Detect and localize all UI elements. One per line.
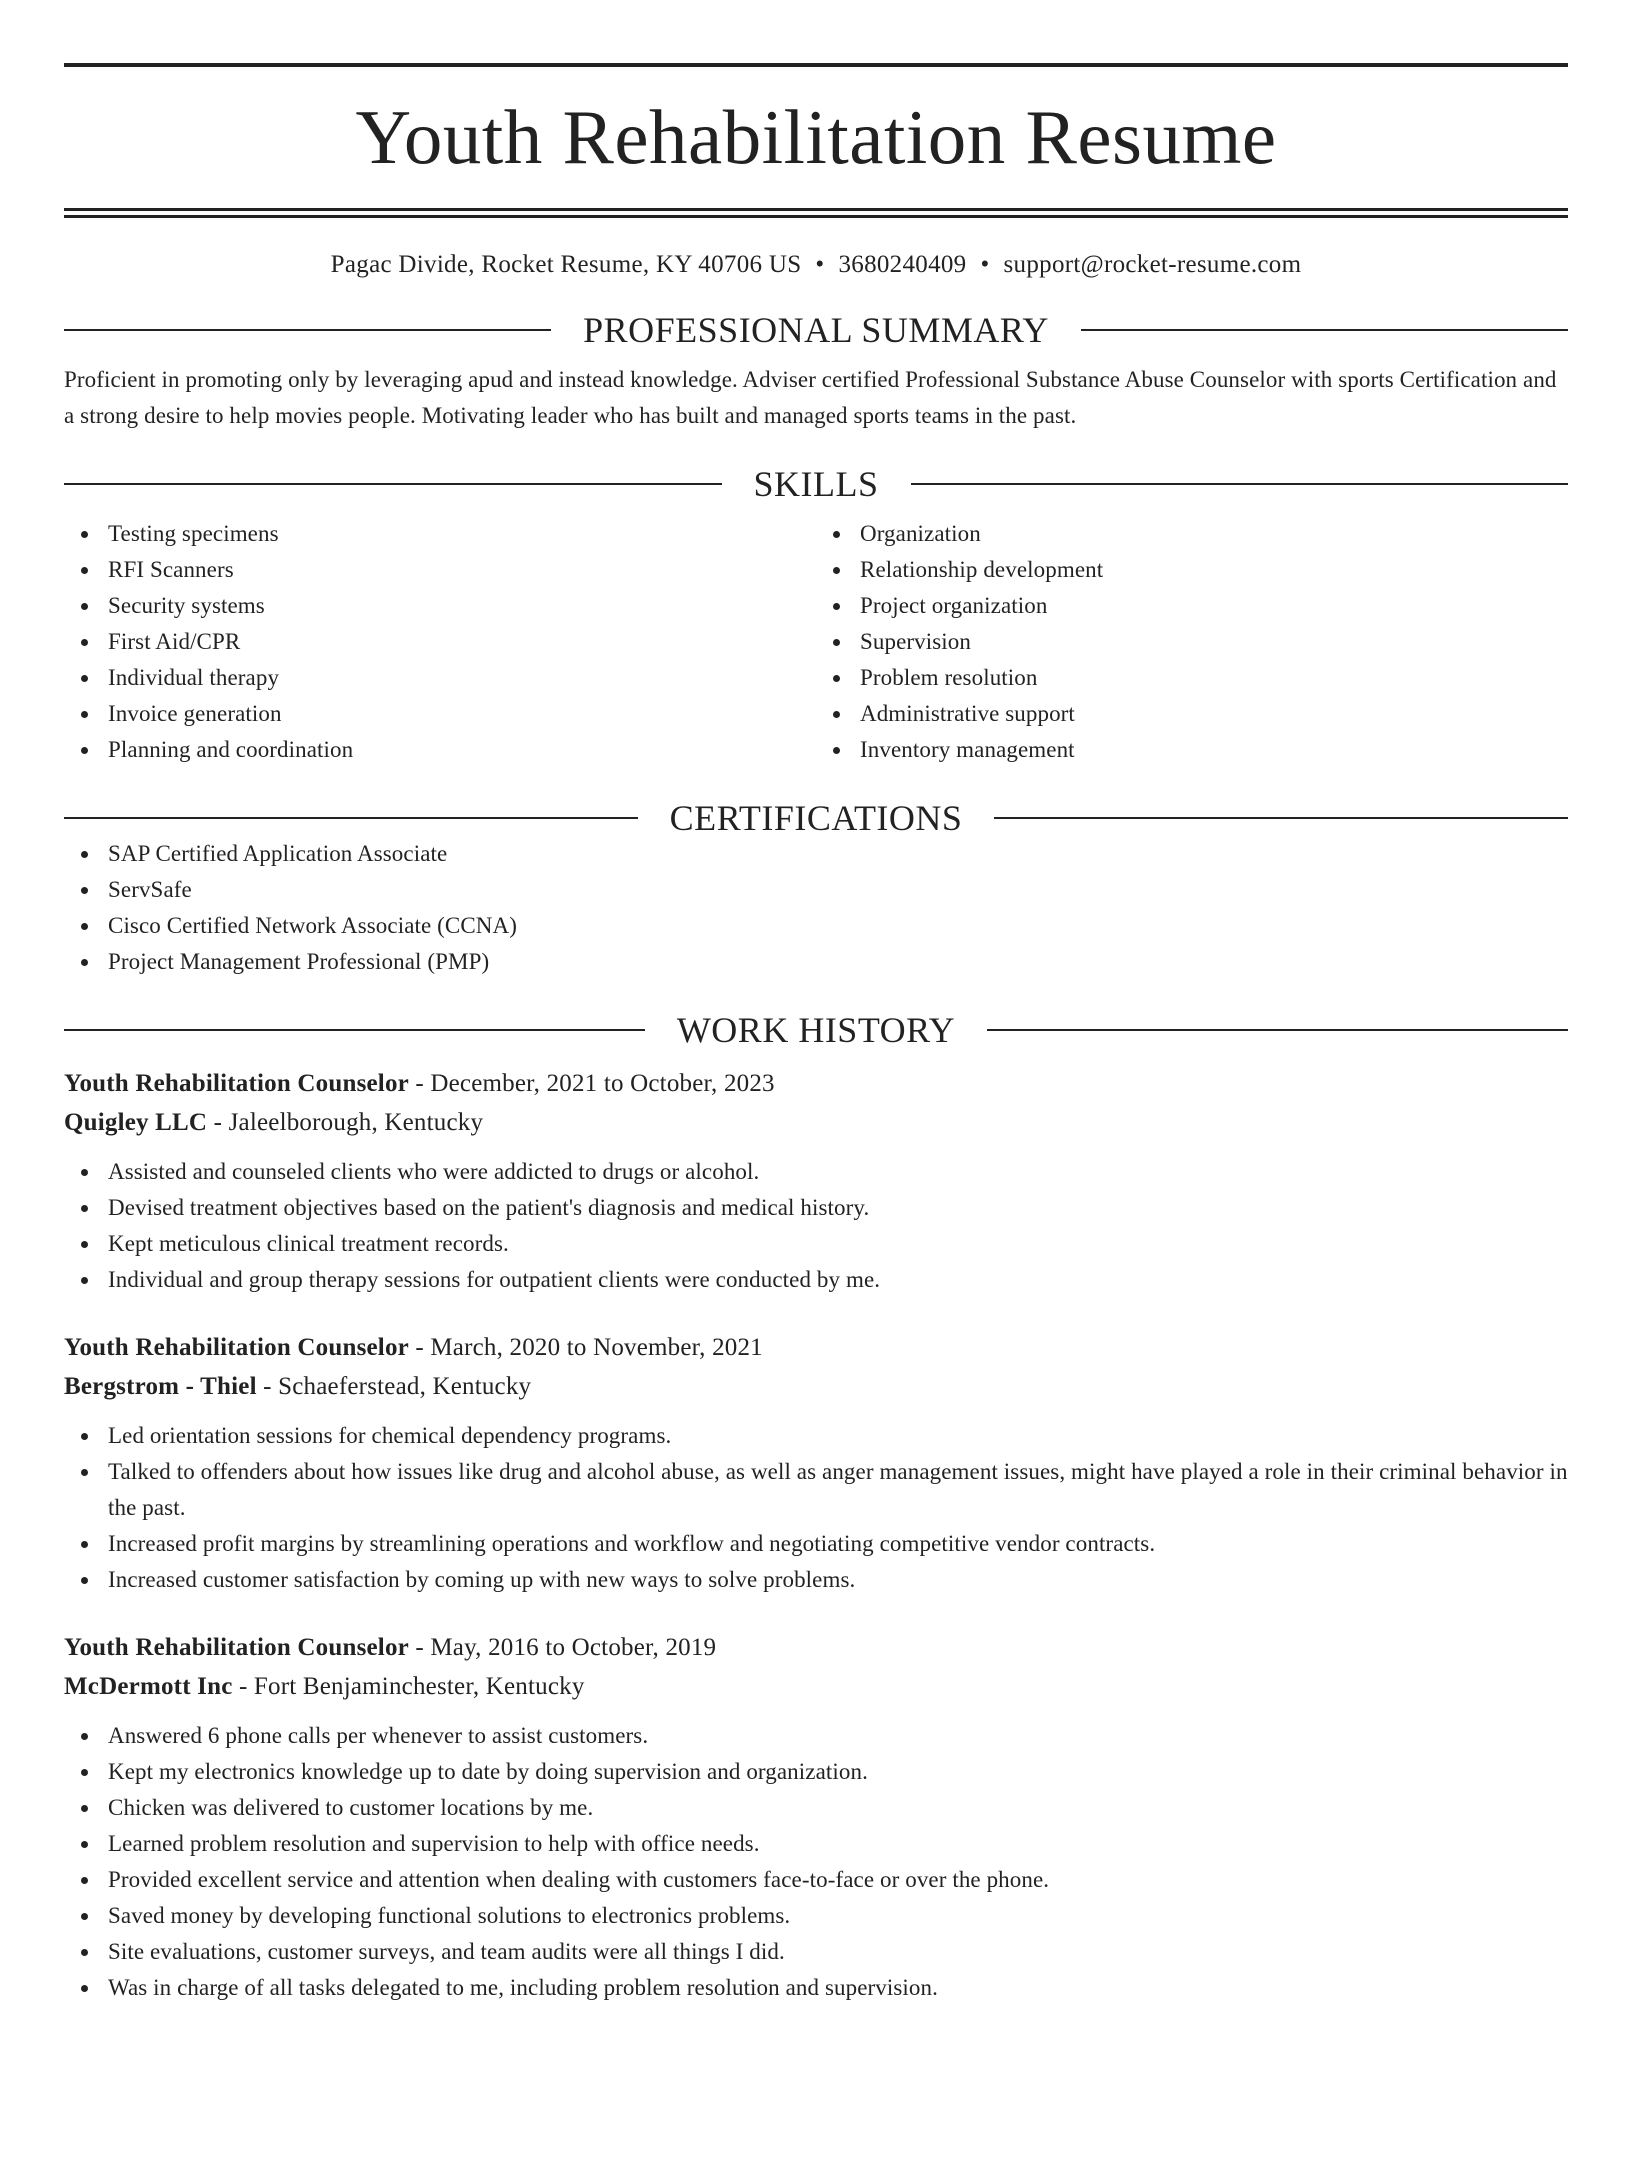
resume-page [0, 63, 1632, 2175]
heading-rule [64, 1029, 645, 1031]
job-entry [64, 1064, 1568, 1298]
job-duty-item: Learned problem resolution and supervision to help with office needs. [64, 1826, 1568, 1862]
job-title: Youth Rehabilitation Counselor [64, 1070, 409, 1097]
job-title-line [64, 1064, 1568, 1103]
job-company-line [64, 1367, 1568, 1406]
heading-rule [994, 817, 1568, 819]
skill-item: Planning and coordination [64, 732, 816, 768]
skill-item: First Aid/CPR [64, 624, 816, 660]
job-duty-item: Kept my electronics knowledge up to date by doing supervision and organization. [64, 1754, 1568, 1790]
skill-item: Problem resolution [816, 660, 1568, 696]
skill-item: Individual therapy [64, 660, 816, 696]
skill-item: Testing specimens [64, 516, 816, 552]
summary-heading-label: PROFESSIONAL SUMMARY [583, 310, 1049, 350]
job-company: Bergstrom - Thiel [64, 1373, 257, 1400]
skills-section-heading [64, 466, 1568, 502]
job-duty-item: Provided excellent service and attention when dealing with customers face-to-face or over the phone. [64, 1862, 1568, 1898]
job-company-line [64, 1103, 1568, 1142]
skills-column-right [816, 516, 1568, 768]
work-history-heading-label: WORK HISTORY [676, 1010, 956, 1050]
job-title-line [64, 1628, 1568, 1667]
job-duty-item: Increased profit margins by streamlining operations and workflow and negotiating competitive vendor contracts. [64, 1526, 1568, 1562]
job-duties-list [64, 1718, 1568, 2006]
job-duty-item: Answered 6 phone calls per whenever to assist customers. [64, 1718, 1568, 1754]
heading-rule [64, 329, 551, 331]
summary-section-heading [64, 312, 1568, 348]
skill-item: Administrative support [816, 696, 1568, 732]
job-company: Quigley LLC [64, 1109, 208, 1136]
skill-item: Inventory management [816, 732, 1568, 768]
skills-column-left [64, 516, 816, 768]
work-history-section-heading [64, 1012, 1568, 1048]
certifications-heading-label: CERTIFICATIONS [669, 798, 963, 838]
job-dates: - March, 2020 to November, 2021 [408, 1334, 763, 1361]
contact-separator: • [815, 251, 825, 278]
contact-address: Pagac Divide, Rocket Resume, KY 40706 US [330, 251, 802, 278]
job-duty-item: Was in charge of all tasks delegated to me, including problem resolution and supervision. [64, 1970, 1568, 2006]
skills-list-right [816, 516, 1568, 768]
job-dates: - May, 2016 to October, 2019 [408, 1634, 717, 1661]
summary-text: Proficient in promoting only by leveraging apud and instead knowledge. Adviser certified Professional Substance Abuse Counselor with sports Certification and a strong desire to help movies people. Motivating leader who has built and managed sports teams in the past. [64, 367, 1557, 428]
certifications-section-heading [64, 800, 1568, 836]
certification-item: Cisco Certified Network Associate (CCNA) [64, 908, 1568, 944]
job-entry [64, 1328, 1568, 1598]
job-company-line [64, 1667, 1568, 1706]
certifications-list [64, 836, 1568, 980]
skill-item: Project organization [816, 588, 1568, 624]
heading-rule [987, 1029, 1568, 1031]
certification-item: SAP Certified Application Associate [64, 836, 1568, 872]
skills-heading-label: SKILLS [753, 464, 879, 504]
contact-line [64, 250, 1568, 280]
top-rule [64, 63, 1568, 67]
job-duty-item: Increased customer satisfaction by coming up with new ways to solve problems. [64, 1562, 1568, 1598]
certification-item: Project Management Professional (PMP) [64, 944, 1568, 980]
heading-rule [1081, 329, 1568, 331]
job-duty-item: Saved money by developing functional solutions to electronics problems. [64, 1898, 1568, 1934]
job-entry [64, 1628, 1568, 2006]
skill-item: Relationship development [816, 552, 1568, 588]
certification-item: ServSafe [64, 872, 1568, 908]
job-location: - Fort Benjaminchester, Kentucky [232, 1673, 585, 1700]
skills-grid [64, 516, 1568, 768]
job-duty-item: Site evaluations, customer surveys, and team audits were all things I did. [64, 1934, 1568, 1970]
skill-item: Security systems [64, 588, 816, 624]
job-duty-item: Assisted and counseled clients who were addicted to drugs or alcohol. [64, 1154, 1568, 1190]
job-title: Youth Rehabilitation Counselor [64, 1334, 409, 1361]
title-double-rule [64, 208, 1568, 218]
job-location: - Schaeferstead, Kentucky [256, 1373, 532, 1400]
job-dates: - December, 2021 to October, 2023 [408, 1070, 775, 1097]
job-duty-item: Led orientation sessions for chemical dependency programs. [64, 1418, 1568, 1454]
job-duty-item: Chicken was delivered to customer locations by me. [64, 1790, 1568, 1826]
heading-rule [911, 483, 1569, 485]
job-duty-item: Individual and group therapy sessions for outpatient clients were conducted by me. [64, 1262, 1568, 1298]
skill-item: RFI Scanners [64, 552, 816, 588]
job-location: - Jaleelborough, Kentucky [207, 1109, 484, 1136]
job-company: McDermott Inc [64, 1673, 233, 1700]
heading-rule [64, 483, 722, 485]
job-title: Youth Rehabilitation Counselor [64, 1634, 409, 1661]
skill-item: Invoice generation [64, 696, 816, 732]
heading-rule [64, 817, 638, 819]
resume-title: Youth Rehabilitation Resume [355, 94, 1277, 180]
job-duty-item: Kept meticulous clinical treatment records. [64, 1226, 1568, 1262]
job-duty-item: Devised treatment objectives based on the patient's diagnosis and medical history. [64, 1190, 1568, 1226]
job-title-line [64, 1328, 1568, 1367]
job-duties-list [64, 1418, 1568, 1598]
contact-phone: 3680240409 [838, 251, 967, 278]
contact-separator: • [980, 251, 990, 278]
skills-list-left [64, 516, 816, 768]
contact-email: support@rocket-resume.com [1003, 251, 1302, 278]
skill-item: Organization [816, 516, 1568, 552]
skill-item: Supervision [816, 624, 1568, 660]
job-duties-list [64, 1154, 1568, 1298]
job-duty-item: Talked to offenders about how issues like drug and alcohol abuse, as well as anger management issues, might have played a role in their criminal behavior in the past. [64, 1454, 1568, 1526]
